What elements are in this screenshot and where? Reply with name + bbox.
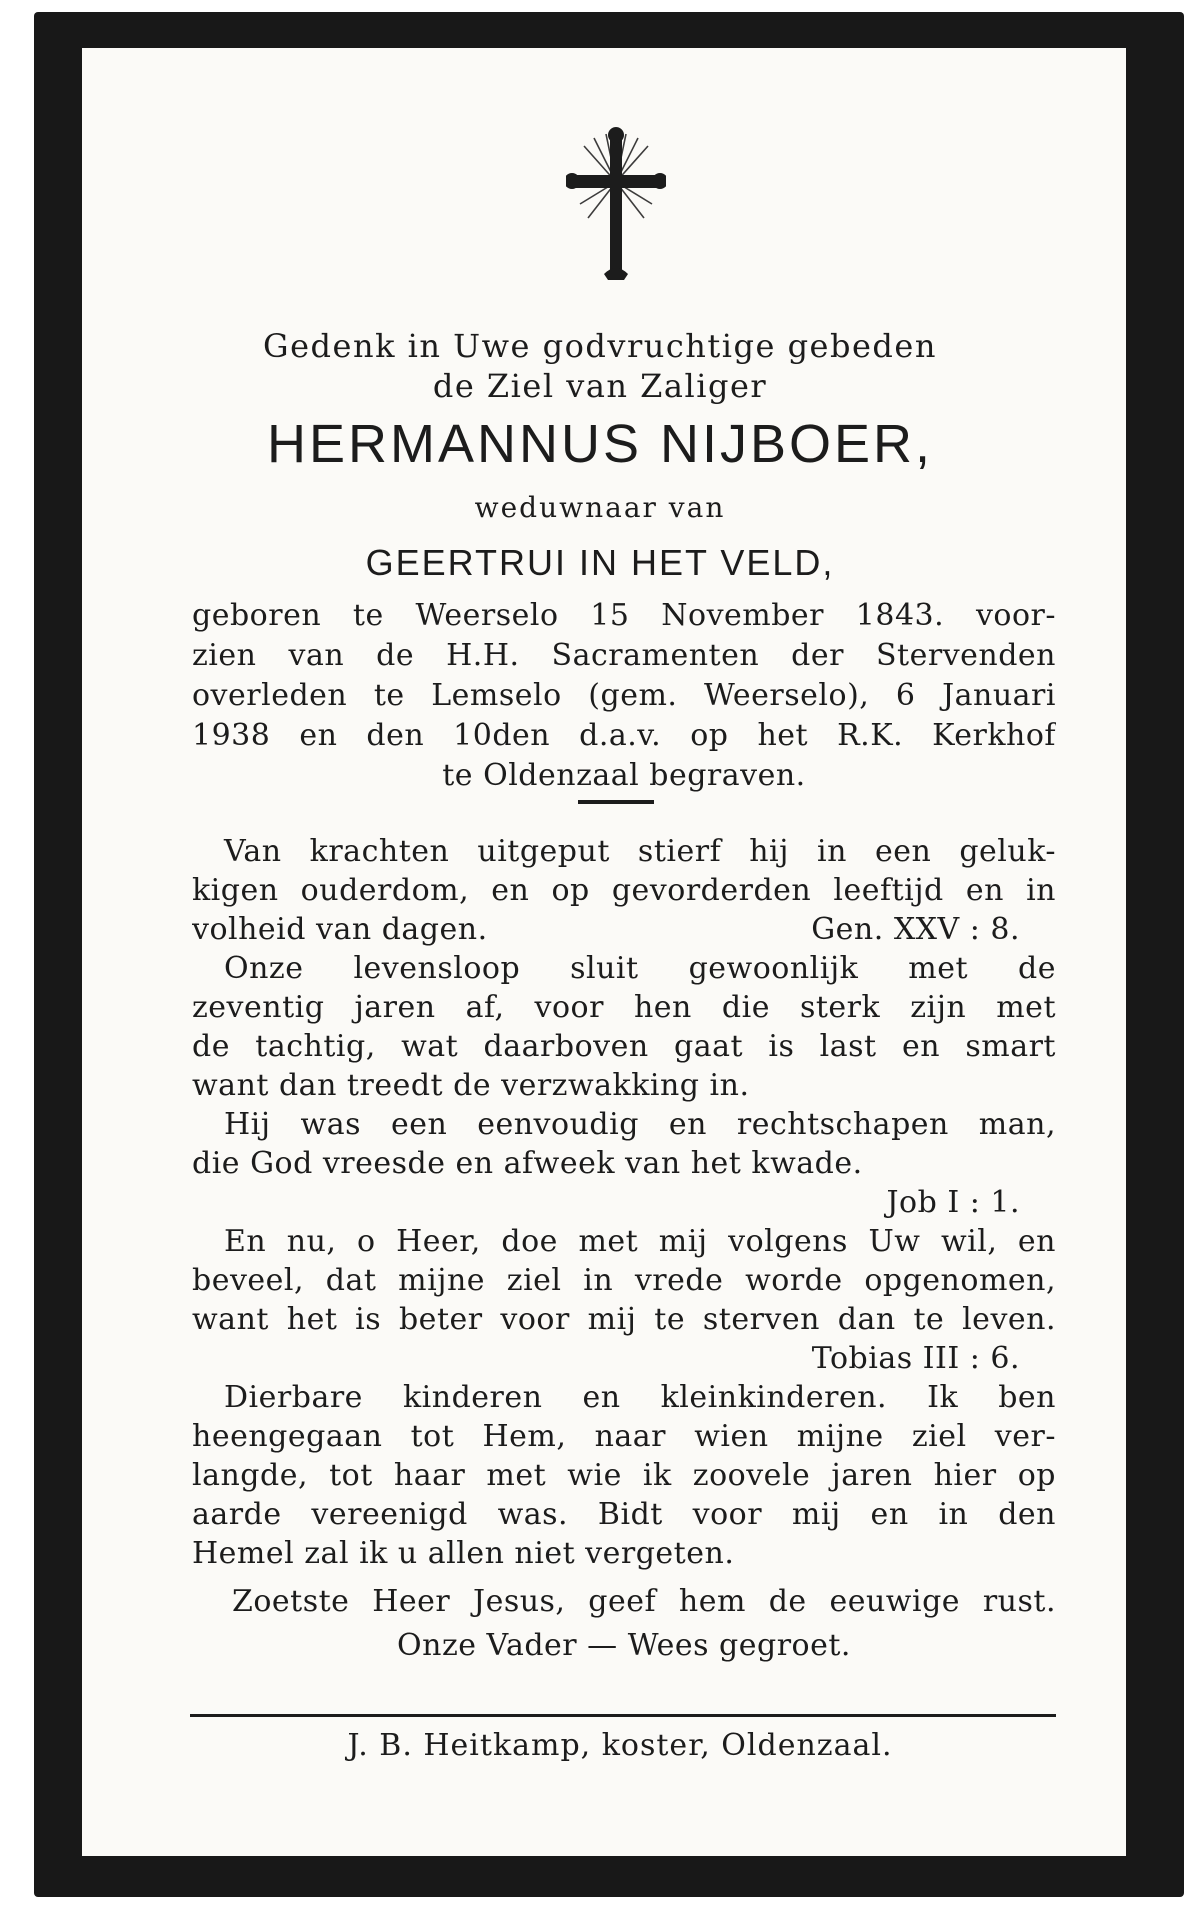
invitation-text bbox=[120, 326, 1080, 406]
life-details bbox=[192, 596, 1056, 796]
named-prayers: Onze Vader — Wees gegroet. bbox=[397, 1628, 851, 1663]
verse-line: zeventig jaren af, voor hen die sterk zijn met bbox=[192, 990, 1056, 1025]
spouse-name: GEERTRUI IN HET VELD, bbox=[365, 542, 835, 583]
invitation-line-2: de Ziel van Zaliger bbox=[432, 367, 768, 405]
invitation-line-1: Gedenk in Uwe godvruchtige gebeden bbox=[263, 327, 937, 365]
deceased-name: HERMANNUS NIJBOER, bbox=[266, 414, 934, 474]
verse-line: aarde vereenigd was. Bidt voor mij en in den bbox=[192, 1497, 1056, 1532]
verse-line: heengegaan tot Hem, naar wien mijne ziel ver- bbox=[192, 1419, 1056, 1454]
verse-line: Van krachten uitgeput stierf hij in een geluk- bbox=[224, 834, 1056, 869]
verse-line: want dan treedt de verzwakking in. bbox=[192, 1068, 750, 1103]
verse-line: Hemel zal ik u allen niet vergeten. bbox=[192, 1536, 735, 1571]
verse-line-with-reference bbox=[192, 910, 1056, 949]
details-line: overleden te Lemselo (gem. Weerselo), 6 Januari bbox=[192, 678, 1056, 713]
details-line: geboren te Weerselo 15 November 1843. voor- bbox=[192, 598, 1056, 633]
verse-line: de tachtig, wat daarboven gaat is last en smart bbox=[192, 1029, 1056, 1064]
cross-with-rays-icon bbox=[566, 126, 666, 286]
closing-prayers bbox=[192, 1580, 1056, 1668]
details-line: zien van de H.H. Sacramenten der Stervenden bbox=[192, 638, 1056, 673]
scripture-verses bbox=[192, 832, 1056, 1573]
footer-divider bbox=[190, 1714, 1056, 1717]
details-line: 1938 en den 10den d.a.v. op het R.K. Kerkhof bbox=[192, 718, 1056, 753]
verse-line: Hij was een eenvoudig en rechtschapen man, bbox=[224, 1107, 1056, 1142]
verse-reference: Gen. XXV : 8. bbox=[811, 912, 1020, 947]
details-line: te Oldenzaal begraven. bbox=[442, 758, 806, 793]
verse-line: kigen ouderdom, en op gevorderden leeftijd en in bbox=[192, 873, 1056, 908]
verse-reference: Job I : 1. bbox=[886, 1185, 1020, 1220]
verse-line: En nu, o Heer, doe met mij volgens Uw wil, en bbox=[224, 1224, 1056, 1259]
printer-credit: J. B. Heitkamp, koster, Oldenzaal. bbox=[347, 1728, 893, 1763]
section-divider bbox=[578, 800, 654, 804]
verse-line: volheid van dagen. bbox=[192, 912, 488, 947]
verse-line: want het is beter voor mij te sterven dan te leven. bbox=[192, 1302, 1056, 1337]
verse-line: die God vreesde en afweek van het kwade. bbox=[192, 1146, 863, 1181]
widower-of-label: weduwnaar van bbox=[474, 491, 726, 524]
verse-line: Onze levensloop sluit gewoonlijk met de bbox=[224, 951, 1056, 986]
verse-line: langde, tot haar met wie ik zoovele jaren hier op bbox=[192, 1458, 1056, 1493]
verse-line: Dierbare kinderen en kleinkinderen. Ik ben bbox=[224, 1380, 1056, 1415]
closing-prayer: Zoetste Heer Jesus, geef hem de eeuwige rust. bbox=[232, 1584, 1056, 1619]
verse-reference: Tobias III : 6. bbox=[811, 1341, 1020, 1376]
verse-line: beveel, dat mijne ziel in vrede worde opgenomen, bbox=[192, 1263, 1056, 1298]
